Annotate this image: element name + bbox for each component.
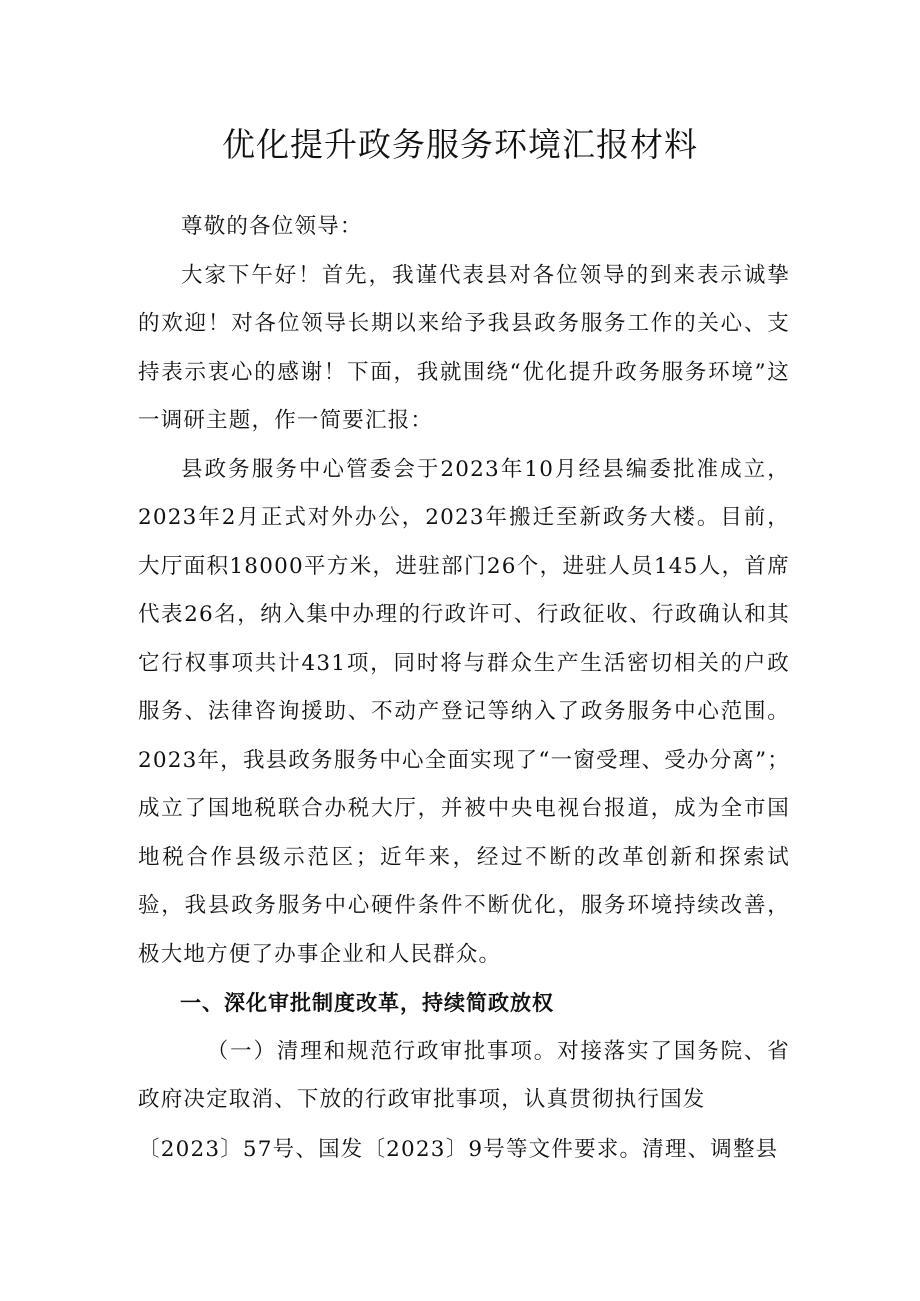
subsection-paragraph-1: （一）清理和规范行政审批事项。对接落实了国务院、省政府决定取消、下放的行政审批事项，认真贯彻执行国发 bbox=[138, 1038, 790, 1112]
salutation: 尊敬的各位领导： bbox=[181, 214, 363, 239]
section-heading-1: 一、深化审批制度改革，持续简政放权 bbox=[180, 991, 554, 1015]
document-title: 优化提升政务服务环境汇报材料 bbox=[222, 125, 698, 164]
overview-paragraph: 县政务服务中心管委会于2023年10月经县编委批准成立，2023年2月正式对外办公，2023年搬迁至新政务大楼。目前，大厅面积18000平方米，进驻部门26个，进驻人员145人，首席代表26名，纳入集中办理的行政许可、行政征收、行政确认和其它行权事项共计431项，同时将与群众生产生活密切相关的户政服务、法律咨询援助、不动产登记等纳入了政务服务中心范围。2023年，我县政务服务中心全面实现了“一窗受理、受办分离”；成立了国地税联合办税大厅，并被中央电视台报道，成为全市国地税合作县级示范区；近年来，经过不断的改革创新和探索试验，我县政务服务中心硬件条件不断优化，服务环境持续改善，极大地方便了办事企业和人民群众。 bbox=[138, 456, 790, 967]
continued-paragraph-line: 〔2023〕57号、国发〔2023〕9号等文件要求。清理、调整县 bbox=[138, 1137, 779, 1162]
opening-paragraph: 大家下午好！首先，我谨代表县对各位领导的到来表示诚挚的欢迎！对各位领导长期以来给予我县政务服务工作的关心、支持表示衷心的感谢！下面，我就围绕“优化提升政务服务环境”这一调研主题，作一简要汇报： bbox=[138, 262, 790, 433]
document-body bbox=[138, 203, 790, 1125]
